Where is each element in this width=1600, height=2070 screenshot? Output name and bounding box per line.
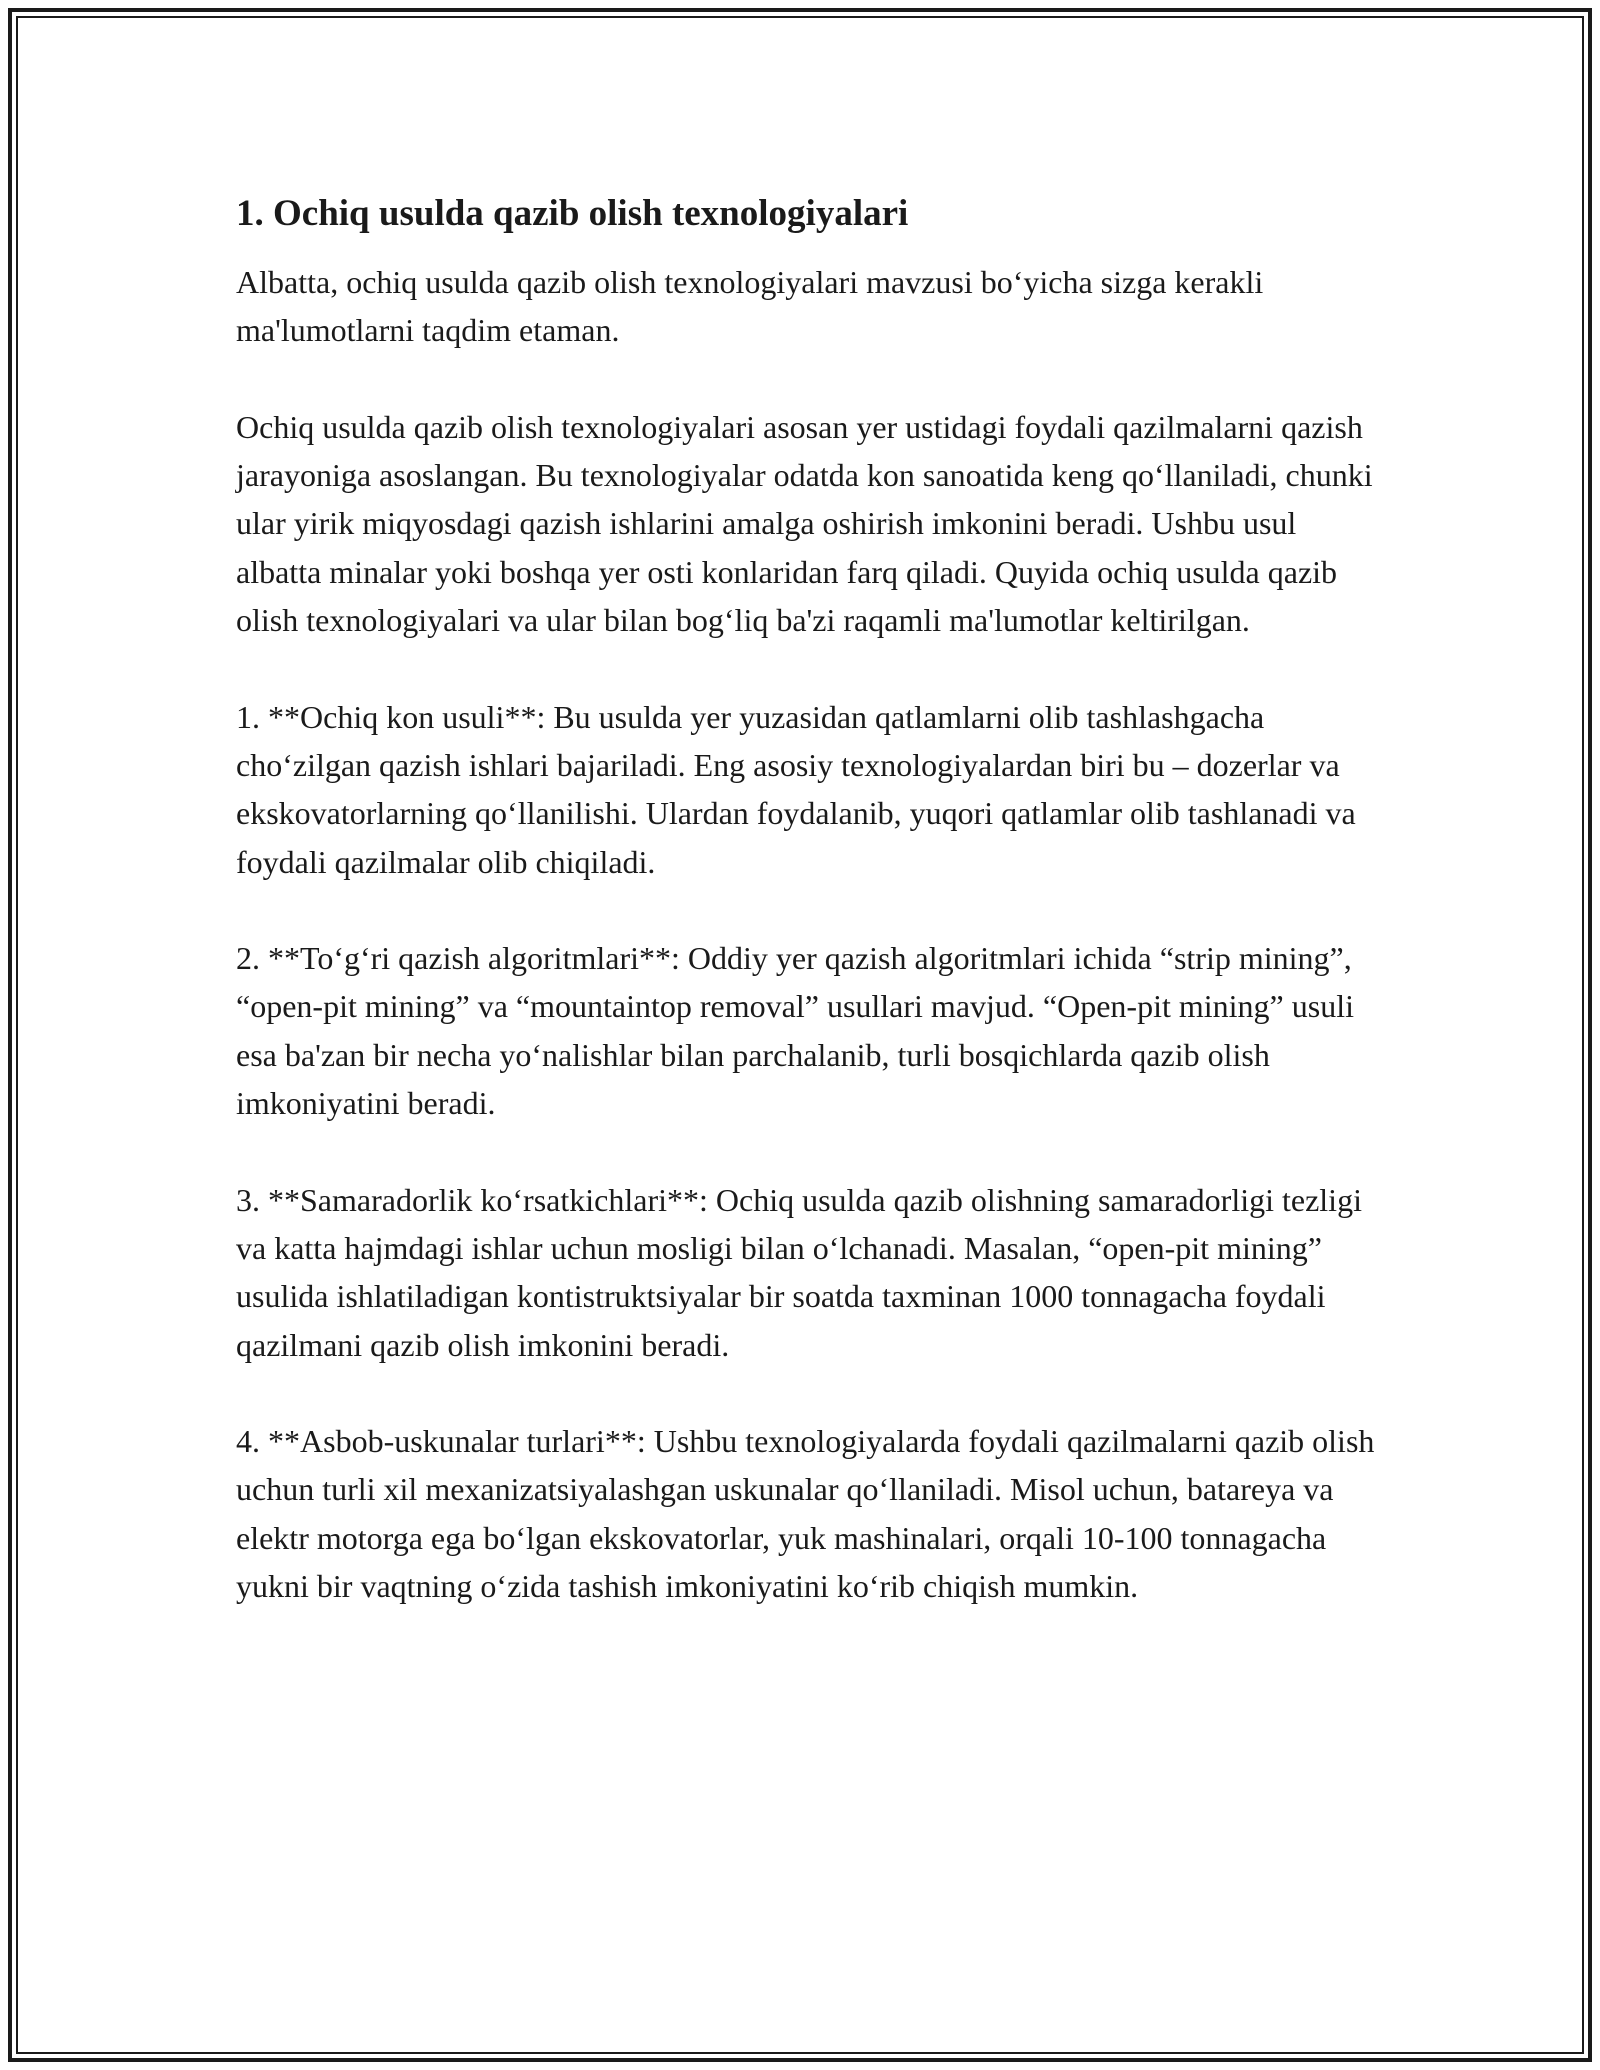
document-title: 1. Ochiq usulda qazib olish texnologiyalari	[236, 193, 909, 234]
paragraph-overview: Ochiq usulda qazib olish texnologiyalari asosan yer ustidagi foydali qazilmalarni qazish jarayoniga asoslangan. Bu texnologiyalar odatda kon sanoatida keng qo‘llaniladi, chunki ular yirik miqyosdagi qazish ishlarini amalga oshirish imkonini beradi. Ushbu usul albatta minalar yoki boshqa yer osti konlaridan farq qiladi. Quyida ochiq usulda qazib olish texnologiyalari va ular bilan bog‘liq ba'zi raqamli ma'lumotlar keltirilgan.	[236, 408, 1373, 639]
document-body	[236, 186, 1376, 1659]
list-item-excavation-algorithms: 2. **To‘g‘ri qazish algoritmlari**: Oddiy yer qazish algoritmlari ichida “strip mining”, “open-pit mining” va “mountaintop removal” usullari mavjud. “Open-pit mining” usuli esa ba'zan bir necha yo‘nalishlar bilan parchalanib, turli bosqichlarda qazib olish imkoniyatini beradi.	[236, 940, 1354, 1122]
list-item-open-pit-method: 1. **Ochiq kon usuli**: Bu usulda yer yuzasidan qatlamlarni olib tashlashgacha cho‘zilgan qazish ishlari bajariladi. Eng asosiy texnologiyalardan biri bu – dozerlar va ekskovatorlarning qo‘llanilishi. Ulardan foydalanib, yuqori qatlamlar olib tashlanadi va foydali qazilmalar olib chiqiladi.	[236, 698, 1356, 880]
paragraph-intro: Albatta, ochiq usulda qazib olish texnologiyalari mavzusi bo‘yicha sizga kerakli ma'lumotlarni taqdim etaman.	[236, 264, 1264, 349]
list-item-efficiency-metrics: 3. **Samaradorlik ko‘rsatkichlari**: Ochiq usulda qazib olishning samaradorligi tezligi va katta hajmdagi ishlar uchun mosligi bilan o‘lchanadi. Masalan, “open-pit mining” usulida ishlatiladigan kontistruktsiyalar bir soatda taxminan 1000 tonnagacha foydali qazilmani qazib olish imkonini beradi.	[236, 1181, 1362, 1363]
list-item-equipment-types: 4. **Asbob-uskunalar turlari**: Ushbu texnologiyalarda foydali qazilmalarni qazib olish uchun turli xil mexanizatsiyalashgan uskunalar qo‘llaniladi. Misol uchun, batareya va elektr motorga ega bo‘lgan ekskovatorlar, yuk mashinalari, orqali 10-100 tonnagacha yukni bir vaqtning o‘zida tashish imkoniyatini ko‘rib chiqish mumkin.	[236, 1423, 1375, 1605]
